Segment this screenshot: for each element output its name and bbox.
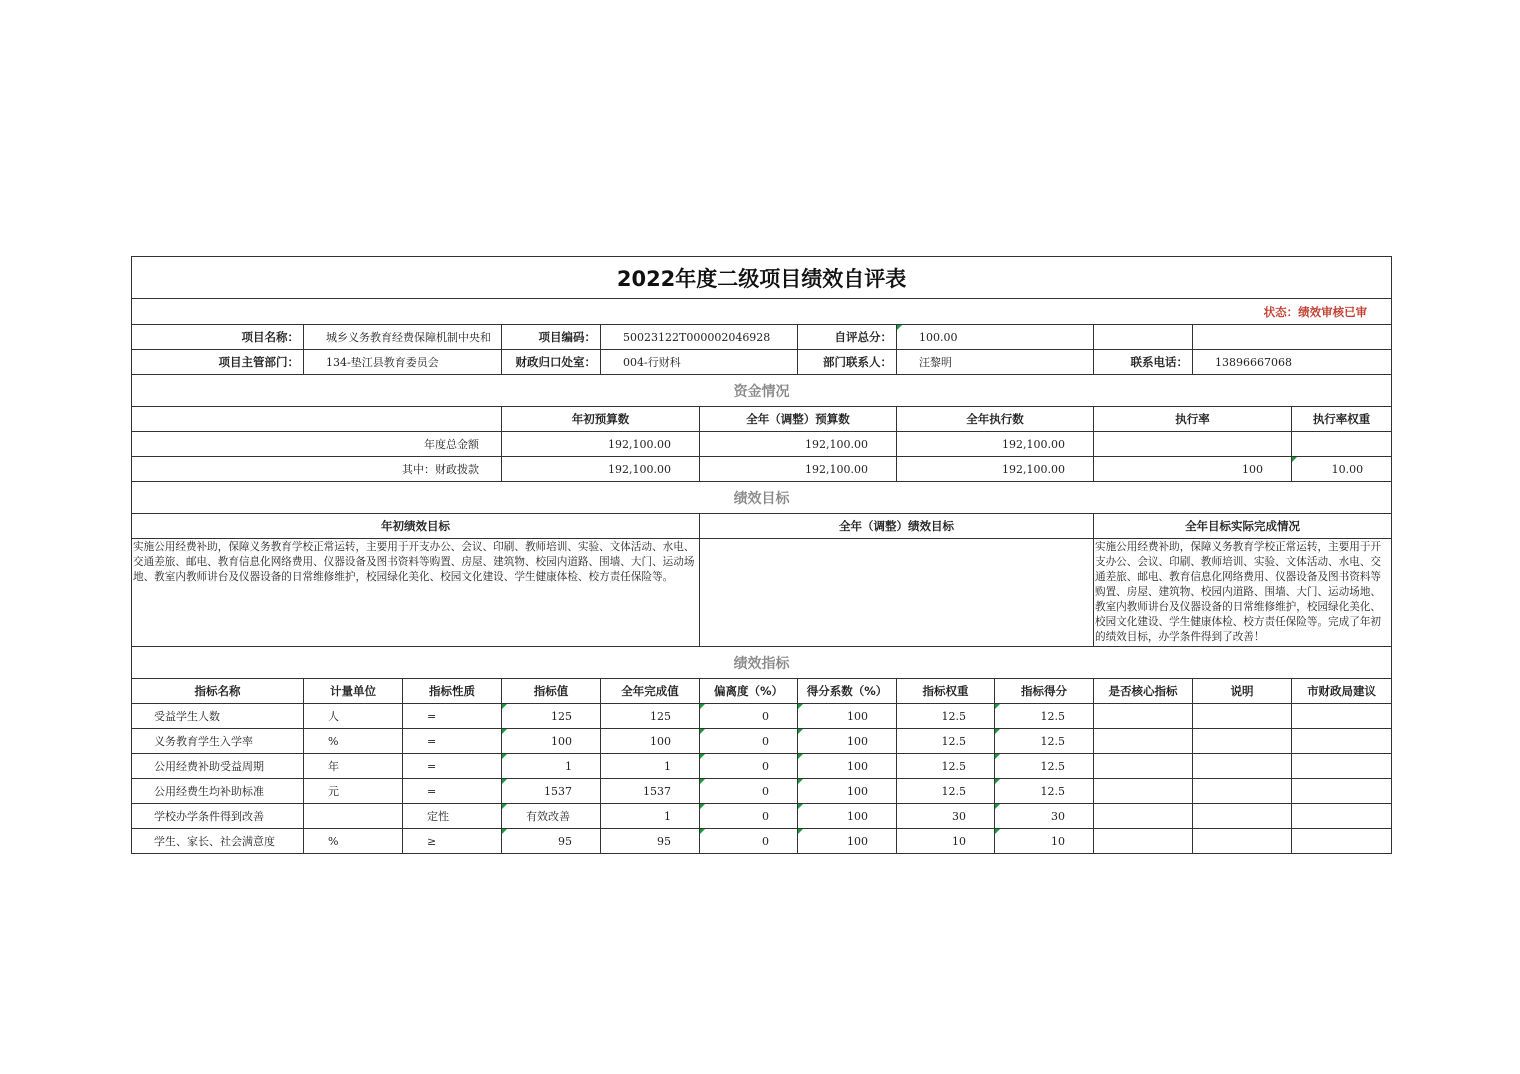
dept-label: 项目主管部门： — [132, 350, 304, 375]
indicator-coef: 100 — [798, 804, 897, 829]
col-header: 指标值 — [502, 679, 601, 704]
funds-row-label: 其中：财政拨款 — [132, 457, 502, 482]
col-header: 全年执行数 — [897, 407, 1094, 432]
col-header: 指标名称 — [132, 679, 304, 704]
col-header: 指标性质 — [403, 679, 502, 704]
indicator-weight: 10 — [897, 829, 995, 854]
indicator-note — [1193, 779, 1292, 804]
table-row — [132, 779, 1392, 804]
indicator-unit: 年 — [304, 754, 403, 779]
indicator-nature: = — [403, 754, 502, 779]
indicator-note — [1193, 804, 1292, 829]
indicator-unit: % — [304, 829, 403, 854]
indicator-deviation: 0 — [700, 779, 798, 804]
table-row — [132, 754, 1392, 779]
table-row — [132, 704, 1392, 729]
col-header: 全年（调整）预算数 — [700, 407, 897, 432]
indicator-unit: 元 — [304, 779, 403, 804]
indicator-weight: 30 — [897, 804, 995, 829]
dept-value: 134-垫江县教育委员会 — [304, 350, 502, 375]
indicator-note — [1193, 754, 1292, 779]
contact-label: 部门联系人： — [798, 350, 897, 375]
indicator-core — [1094, 754, 1193, 779]
indicator-done: 1 — [601, 754, 700, 779]
indicator-note — [1193, 729, 1292, 754]
indicator-unit: % — [304, 729, 403, 754]
indicator-advice — [1292, 704, 1392, 729]
project-code-value: 50023122T000002046928 — [601, 325, 798, 350]
indicator-name: 学校办学条件得到改善 — [132, 804, 304, 829]
table-row — [132, 804, 1392, 829]
col-header: 计量单位 — [304, 679, 403, 704]
indicator-score: 30 — [995, 804, 1094, 829]
col-header: 执行率权重 — [1292, 407, 1392, 432]
funds-adjusted: 192,100.00 — [700, 432, 897, 457]
indicator-core — [1094, 804, 1193, 829]
table-row — [132, 829, 1392, 854]
indicator-coef: 100 — [798, 704, 897, 729]
phone-label: 联系电话： — [1094, 350, 1193, 375]
indicator-done: 95 — [601, 829, 700, 854]
indicator-coef: 100 — [798, 729, 897, 754]
indicator-target: 1537 — [502, 779, 601, 804]
col-header: 年初预算数 — [502, 407, 700, 432]
indicator-core — [1094, 729, 1193, 754]
indicator-target: 1 — [502, 754, 601, 779]
indicator-coef: 100 — [798, 779, 897, 804]
empty-cell — [132, 407, 502, 432]
funds-rate — [1094, 432, 1292, 457]
col-header: 执行率 — [1094, 407, 1292, 432]
indicator-name: 受益学生人数 — [132, 704, 304, 729]
indicator-name: 公用经费生均补助标准 — [132, 779, 304, 804]
indicator-target: 100 — [502, 729, 601, 754]
col-header: 全年完成值 — [601, 679, 700, 704]
project-name-value: 城乡义务教育经费保障机制中央和 — [304, 325, 502, 350]
col-header: 偏离度（%） — [700, 679, 798, 704]
indicator-name: 公用经费补助受益周期 — [132, 754, 304, 779]
performance-evaluation-sheet — [131, 256, 1391, 848]
finance-office-label: 财政归口处室： — [502, 350, 601, 375]
indicator-core — [1094, 779, 1193, 804]
indicator-weight: 12.5 — [897, 779, 995, 804]
indicator-deviation: 0 — [700, 704, 798, 729]
indicator-note — [1193, 829, 1292, 854]
indicator-name: 学生、家长、社会满意度 — [132, 829, 304, 854]
indicator-nature: = — [403, 704, 502, 729]
indicator-coef: 100 — [798, 829, 897, 854]
goals-section-title: 绩效目标 — [132, 482, 1392, 514]
funds-executed: 192,100.00 — [897, 432, 1094, 457]
funds-weight: 10.00 — [1292, 457, 1392, 482]
indicator-advice — [1292, 829, 1392, 854]
funds-rate: 100 — [1094, 457, 1292, 482]
indicator-done: 125 — [601, 704, 700, 729]
indicator-score: 12.5 — [995, 754, 1094, 779]
indicator-advice — [1292, 804, 1392, 829]
col-header: 指标权重 — [897, 679, 995, 704]
indicator-score: 12.5 — [995, 779, 1094, 804]
empty-cell — [1193, 325, 1392, 350]
indicator-weight: 12.5 — [897, 729, 995, 754]
indicator-target: 125 — [502, 704, 601, 729]
indicators-section-title: 绩效指标 — [132, 647, 1392, 679]
total-score-label: 自评总分： — [798, 325, 897, 350]
indicator-advice — [1292, 729, 1392, 754]
indicator-nature: 定性 — [403, 804, 502, 829]
col-header: 全年（调整）绩效目标 — [700, 514, 1094, 539]
indicator-target: 有效改善 — [502, 804, 601, 829]
actual-completion-text: 实施公用经费补助，保障义务教育学校正常运转，主要用于开支办公、会议、印刷、教师培训、实验、文体活动、水电、交通差旅、邮电、教育信息化网络费用、仪器设备及图书资料等购置、房屋、建筑物、校园内道路、围墙、大门、运动场地、教室内教师讲台及仪器设备的日常维修维护，校园绿化美化、校园文化建设、学生健康体检、校方责任保险等。完成了年初的绩效目标，办学条件得到了改善！ — [1094, 539, 1392, 647]
funds-adjusted: 192,100.00 — [700, 457, 897, 482]
funds-initial: 192,100.00 — [502, 432, 700, 457]
table-row — [132, 729, 1392, 754]
initial-goal-text: 实施公用经费补助，保障义务教育学校正常运转，主要用于开支办公、会议、印刷、教师培训、实验、文体活动、水电、交通差旅、邮电、教育信息化网络费用、仪器设备及图书资料等购置、房屋、建筑物、校园内道路、围墙、大门、运动场地、教室内教师讲台及仪器设备的日常维修维护，校园绿化美化、校园文化建设、学生健康体检、校方责任保险等。 — [132, 539, 700, 647]
indicator-nature: = — [403, 729, 502, 754]
funds-initial: 192,100.00 — [502, 457, 700, 482]
project-code-label: 项目编码： — [502, 325, 601, 350]
indicator-rows — [132, 704, 1392, 854]
indicator-score: 12.5 — [995, 704, 1094, 729]
finance-office-value: 004-行财科 — [601, 350, 798, 375]
indicator-score: 12.5 — [995, 729, 1094, 754]
phone-value: 13896667068 — [1193, 350, 1392, 375]
indicator-deviation: 0 — [700, 754, 798, 779]
col-header: 指标得分 — [995, 679, 1094, 704]
empty-cell — [1094, 325, 1193, 350]
status-badge: 状态：绩效审核已审 — [132, 299, 1392, 325]
funds-section-title: 资金情况 — [132, 375, 1392, 407]
indicator-deviation: 0 — [700, 729, 798, 754]
col-header: 年初绩效目标 — [132, 514, 700, 539]
indicator-deviation: 0 — [700, 804, 798, 829]
indicator-done: 1 — [601, 804, 700, 829]
indicator-target: 95 — [502, 829, 601, 854]
contact-value: 汪黎明 — [897, 350, 1094, 375]
indicator-advice — [1292, 754, 1392, 779]
total-score-value: 100.00 — [897, 325, 1094, 350]
indicator-weight: 12.5 — [897, 754, 995, 779]
indicator-weight: 12.5 — [897, 704, 995, 729]
adjusted-goal-text — [700, 539, 1094, 647]
col-header: 说明 — [1193, 679, 1292, 704]
col-header: 得分系数（%） — [798, 679, 897, 704]
col-header: 全年目标实际完成情况 — [1094, 514, 1392, 539]
indicator-core — [1094, 704, 1193, 729]
col-header: 市财政局建议 — [1292, 679, 1392, 704]
indicator-core — [1094, 829, 1193, 854]
indicator-done: 1537 — [601, 779, 700, 804]
indicator-deviation: 0 — [700, 829, 798, 854]
indicator-done: 100 — [601, 729, 700, 754]
indicator-score: 10 — [995, 829, 1094, 854]
funds-executed: 192,100.00 — [897, 457, 1094, 482]
indicator-nature: ≥ — [403, 829, 502, 854]
indicator-unit: 人 — [304, 704, 403, 729]
indicator-name: 义务教育学生入学率 — [132, 729, 304, 754]
funds-row-label: 年度总金额 — [132, 432, 502, 457]
col-header: 是否核心指标 — [1094, 679, 1193, 704]
indicator-unit — [304, 804, 403, 829]
project-name-label: 项目名称： — [132, 325, 304, 350]
indicator-nature: = — [403, 779, 502, 804]
indicator-note — [1193, 704, 1292, 729]
indicator-advice — [1292, 779, 1392, 804]
funds-weight — [1292, 432, 1392, 457]
evaluation-table — [131, 256, 1392, 854]
page-title: 2022年度二级项目绩效自评表 — [132, 257, 1392, 299]
indicator-coef: 100 — [798, 754, 897, 779]
